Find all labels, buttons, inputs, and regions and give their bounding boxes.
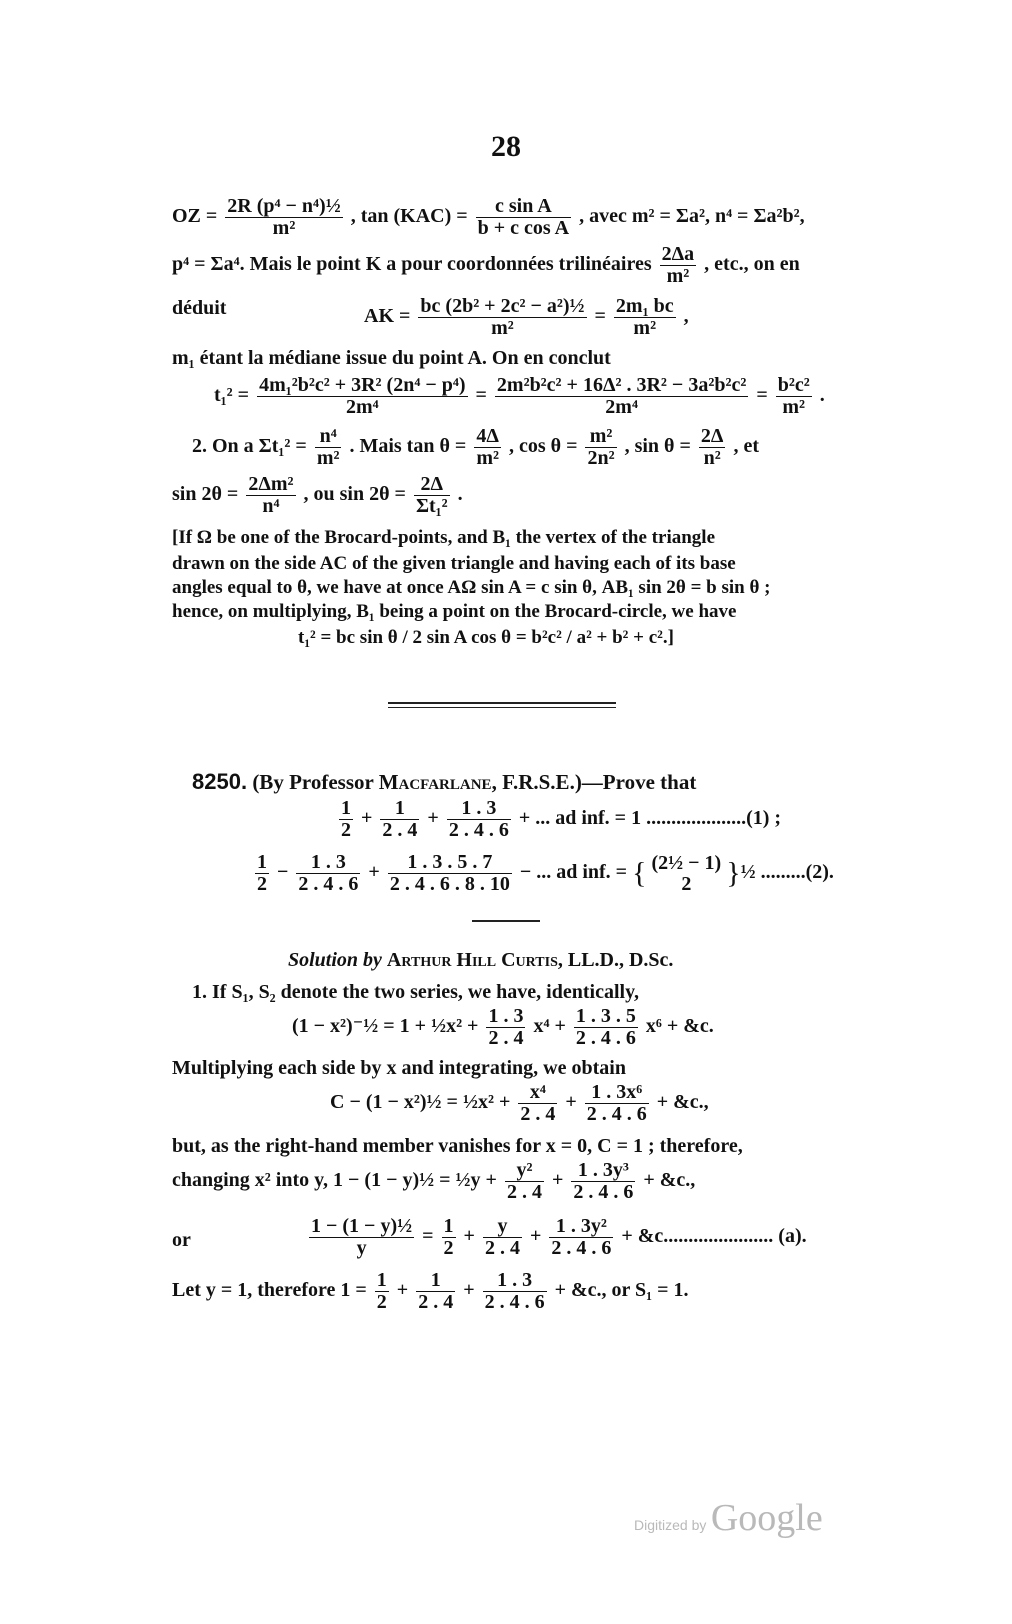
bracket-note-line-4: hence, on multiplying, B₁ being a point on the Brocard-circle, we have (172, 601, 737, 622)
text: + (396, 1279, 409, 1302)
watermark-logo: Google (710, 1497, 823, 1539)
problem-number: 8250. (192, 769, 248, 794)
solution-line-6 (172, 1160, 695, 1203)
solution-line-4 (330, 1082, 709, 1125)
text: OZ = (172, 205, 218, 228)
bracket-note-line-3: angles equal to θ, we have at once AΩ sin A = c sin θ, AB₁ sin 2θ = b sin θ ; (172, 577, 771, 598)
text: , et (733, 435, 759, 458)
fraction: $\frac{1}{2 . 4}$ (418, 1269, 454, 1313)
text: Let y = 1, therefore 1 = (172, 1279, 367, 1302)
text: . (819, 384, 825, 407)
fraction: $\frac{\text{1 . 3y²}}{2 . 4 . 6}$ (551, 1215, 612, 1259)
fraction: $\frac{1}{2}$ (341, 797, 351, 841)
fraction: $\frac{1 . 3}{2 . 4 . 6}$ (298, 851, 359, 895)
fraction: $\frac{\text{b²c²}}{\text{m²}}$ (777, 374, 810, 418)
text: + (551, 1169, 564, 1192)
text: + (565, 1091, 577, 1114)
brace-close: } (726, 856, 741, 890)
bracket-note-line-1: [If Ω be one of the Brocard-points, and B₁ the vertex of the triangle (172, 527, 716, 548)
text: + (361, 807, 373, 830)
text: 2. On a Σt₁² = (192, 435, 307, 458)
text: . (457, 483, 463, 506)
equation-t1 (214, 375, 825, 418)
fraction: $\frac{\text{1 . 3y³}}{2 . 4 . 6}$ (573, 1159, 634, 1203)
author: Arthur Hill Curtis (386, 949, 558, 971)
fraction: $\frac{\text{x⁴}}{2 . 4}$ (520, 1081, 556, 1125)
fraction: $\frac{2\Delta}{\text{n²}}$ (700, 425, 724, 469)
fraction-oz: $\frac{\text{2R (p⁴ − n⁴)½}}{\text{m²}}$ (227, 195, 341, 239)
text: = (475, 384, 487, 407)
text: + &c., or S₁ = 1. (554, 1279, 689, 1302)
google-watermark (634, 1496, 823, 1540)
text: . Mais tan θ = (349, 435, 467, 458)
fraction: $\frac{4\Delta}{\text{m²}}$ (476, 425, 499, 469)
watermark-small: Digitized by (634, 1517, 707, 1533)
fraction: $\frac{1 . 3 . 5}{2 . 4 . 6}$ (575, 1005, 636, 1049)
fraction: (2½ − 1) 2 (651, 851, 722, 895)
fraction: $\frac{\text{y²}}{2 . 4}$ (506, 1159, 542, 1203)
fraction: $\frac{\text{2m²b²c² + 16Δ² . 3R² − 3a²b²c²}}{\text{2m⁴}}$ (496, 374, 747, 418)
solution-line-2 (292, 1006, 714, 1049)
equation-2 (252, 852, 834, 895)
text: + &c., (643, 1169, 696, 1192)
bracket-note-line-5: t₁² = bc sin θ / 2 sin A cos θ = b²c² / a² + b² + c².] (298, 627, 674, 648)
equation-oz-line (172, 196, 805, 239)
fraction: $\frac{\text{1 − (1 − y)½}}{y}$ (311, 1215, 413, 1259)
text: + (427, 807, 439, 830)
text: + &c., (656, 1091, 709, 1114)
text: , F.R.S.E.)—Prove that (491, 770, 697, 794)
text: , avec m² = Σa², n⁴ = Σa²b², (579, 205, 805, 228)
text: (1 − x²)⁻½ = 1 + ½x² + (292, 1015, 479, 1038)
fraction: $\frac{1 . 3}{2 . 4 . 6}$ (484, 1269, 545, 1313)
text: + ... ad inf. = 1 ....................(1) ; (518, 807, 782, 830)
equation-ak (364, 296, 689, 339)
fraction: $\frac{1 . 3}{2 . 4}$ (488, 1005, 524, 1049)
text: , ou sin 2θ = (303, 483, 406, 506)
text: + &c...................... (a). (621, 1225, 807, 1248)
fraction: $\frac{1}{2}$ (257, 851, 267, 895)
fraction: $\frac{\text{n⁴}}{\text{m²}}$ (316, 425, 340, 469)
bracket-note-line-2: drawn on the side AC of the given triangle and having each of its base (172, 553, 736, 574)
text: t₁² = (214, 384, 250, 407)
text: − ... ad inf. = (519, 861, 628, 884)
text: x⁴ + (533, 1015, 566, 1038)
fraction: $\frac{1}{2}$ (376, 1269, 387, 1313)
problem-heading (192, 770, 696, 794)
text: + (463, 1279, 475, 1302)
text: , etc., on en (704, 253, 800, 276)
solution-line-8 (172, 1270, 689, 1313)
fraction: $\frac{\text{2m₁ bc}}{\text{m²}}$ (615, 295, 674, 339)
text: sin 2θ = (172, 483, 239, 506)
fraction: $\frac{1}{2 . 4}$ (382, 797, 418, 841)
solution-heading (288, 948, 673, 972)
text: = (756, 384, 768, 407)
text: , cos θ = (508, 435, 578, 458)
text: (By Professor (252, 770, 374, 794)
fraction: $\frac{1}{2}$ (443, 1215, 454, 1259)
text: , tan (KAC) = (350, 205, 468, 228)
brace-open: { (632, 856, 647, 890)
section-divider-top (388, 702, 616, 704)
text: C − (1 − x²)½ = ½x² + (330, 1091, 511, 1114)
text: p⁴ = Σa⁴. Mais le point K a pour coordonnées trilinéaires (172, 253, 652, 276)
text: − (277, 861, 289, 884)
fraction: $\frac{1 . 3}{2 . 4 . 6}$ (448, 797, 509, 841)
text: Solution by (288, 949, 382, 971)
text: + (529, 1225, 542, 1248)
text: AK = (364, 305, 411, 328)
fraction: $\frac{\text{2Δm²}}{\text{n⁴}}$ (248, 473, 294, 517)
solution-line-5: but, as the right-hand member vanishes for x = 0, C = 1 ; therefore, (172, 1135, 743, 1157)
line-trilinear (172, 244, 800, 287)
fraction: $\frac{\text{4m₁²b²c² + 3R² (2n⁴ − p⁴)}}{\text{2m⁴}}$ (259, 374, 466, 418)
equation-1 (336, 798, 781, 841)
fraction: $\frac{\text{bc (2b² + 2c² − a²)½}}{\text{m²}}$ (420, 295, 585, 339)
section-divider-bottom (388, 707, 616, 708)
solution-line-1: 1. If S₁, S₂ denote the two series, we have, identically, (192, 981, 639, 1003)
page-number: 28 (491, 130, 521, 163)
text: ½ .........(2). (740, 861, 834, 884)
text: changing x² into y, 1 − (1 − y)½ = ½y + (172, 1169, 497, 1192)
fraction: $\frac{\text{1 . 3x⁶}}{2 . 4 . 6}$ (586, 1081, 647, 1125)
solution-line-7 (306, 1216, 807, 1259)
line-on-a (192, 426, 759, 469)
fraction: $\frac{1 . 3 . 5 . 7}{2 . 4 . 6 . 8 . 10}$ (389, 851, 510, 895)
solution-line-3: Multiplying each side by x and integrating, we obtain (172, 1057, 626, 1079)
text: = (422, 1225, 434, 1248)
author: Macfarlane (378, 770, 492, 794)
fraction: $\frac{2\Delta}{\text{Σt₁²}}$ (415, 473, 448, 517)
text: , (683, 305, 689, 328)
text: + (463, 1225, 475, 1248)
line-mediane: m₁ étant la médiane issue du point A. On en conclut (172, 347, 611, 369)
line-ak (172, 296, 226, 320)
text: + (368, 861, 380, 884)
line-sin2theta (172, 474, 463, 517)
text: x⁶ + &c. (645, 1015, 714, 1038)
short-divider (472, 920, 540, 922)
fraction-tan: $\frac{\text{c sin A}}{\text{b + c cos A}}$ (477, 195, 570, 239)
text: , LL.D., D.Sc. (557, 949, 674, 971)
fraction: $\frac{\text{m²}}{\text{2n²}}$ (587, 425, 615, 469)
text: , sin θ = (624, 435, 691, 458)
text: = (594, 305, 606, 328)
solution-line-7-label: or (172, 1229, 191, 1251)
fraction: $\frac{y}{2 . 4}$ (484, 1215, 520, 1259)
fraction: $\frac{2\Delta a}{\text{m²}}$ (661, 243, 695, 287)
text: déduit (172, 297, 227, 319)
